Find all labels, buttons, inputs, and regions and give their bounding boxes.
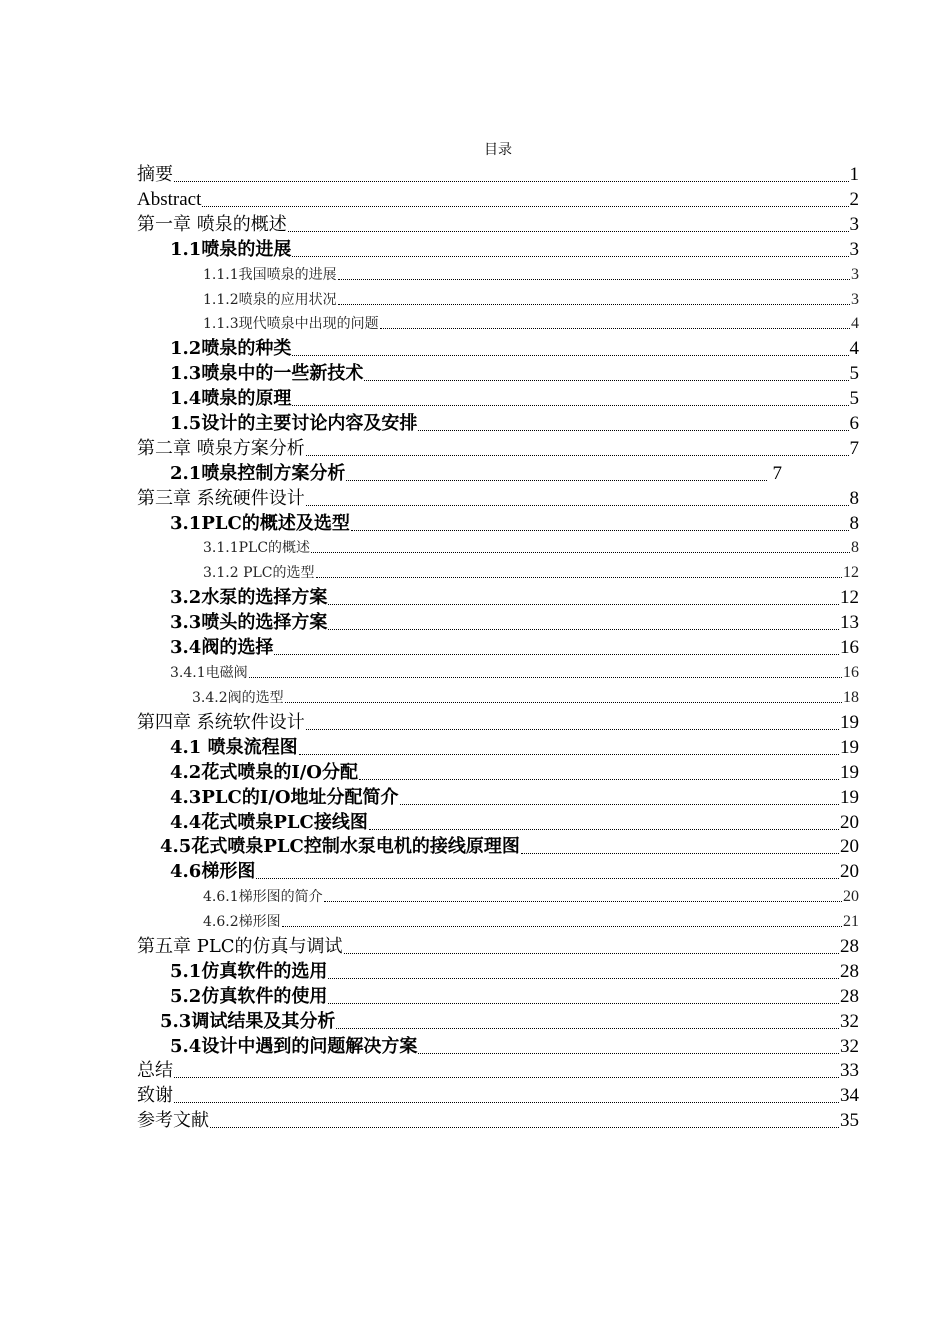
toc-page-number: 20 [840, 836, 859, 857]
dot-leader [288, 231, 849, 232]
dot-leader [364, 380, 848, 381]
toc-entry-label: 3.3喷头的选择方案 [170, 612, 328, 633]
toc-entry-3-4-2[interactable] [192, 689, 859, 707]
toc-page-number: 8 [851, 539, 859, 556]
toc-entry-label: 第五章 PLC的仿真与调试 [137, 936, 343, 957]
toc-entry-4-3[interactable] [170, 787, 859, 809]
toc-entry-label: 4.6.2梯形图 [203, 914, 281, 930]
dot-leader [249, 677, 842, 678]
toc-page-number: 8 [849, 513, 859, 534]
toc-page-number: 28 [840, 986, 859, 1007]
toc-entry-1-1-3[interactable] [203, 315, 859, 333]
dot-leader [174, 1077, 839, 1078]
toc-entry-label: 1.2喷泉的种类 [170, 338, 292, 359]
toc-entry-label: 3.2水泵的选择方案 [170, 587, 328, 608]
dot-leader [292, 405, 848, 406]
dot-leader [316, 577, 842, 578]
dot-leader [418, 1053, 839, 1054]
toc-page-number: 16 [840, 637, 859, 658]
dot-leader [338, 304, 850, 305]
toc-entry-label: 4.2花式喷泉的I/O分配 [170, 762, 358, 783]
dot-leader [306, 505, 849, 506]
toc-entry-label: 3.1.2 PLC的选型 [203, 565, 315, 581]
toc-entry-4-6-1[interactable] [203, 888, 859, 906]
toc-entry-1-5[interactable] [170, 413, 859, 435]
toc-entry-label: 3.4.2阀的选型 [192, 690, 284, 706]
toc-page-number: 19 [840, 712, 859, 733]
dot-leader [521, 853, 839, 854]
toc-entry-label: 3.4.1电磁阀 [170, 665, 248, 681]
toc-entry-label: Abstract [137, 189, 202, 210]
toc-entry-label: 4.1 喷泉流程图 [170, 737, 298, 758]
toc-page-number: 18 [843, 689, 859, 706]
toc-page-number: 20 [843, 888, 859, 905]
toc-entry-chapter-3[interactable] [137, 488, 859, 510]
toc-entry-label: 1.3喷泉中的一些新技术 [170, 363, 364, 384]
toc-entry-label: 1.4喷泉的原理 [170, 388, 292, 409]
toc-page-number: 5 [849, 363, 859, 384]
toc-entry-2-1[interactable] [170, 463, 782, 485]
toc-entry-1-1-1[interactable] [203, 266, 859, 284]
toc-entry-label: 1.1.3现代喷泉中出现的问题 [203, 316, 379, 332]
toc-page-number: 20 [840, 861, 859, 882]
toc-entry-label: 1.5设计的主要讨论内容及安排 [170, 413, 418, 434]
toc-entry-label: 第二章 喷泉方案分析 [137, 438, 305, 459]
toc-entry-label: 5.3调试结果及其分析 [160, 1011, 336, 1032]
toc-entry-label: 致谢 [137, 1085, 173, 1106]
dot-leader [328, 604, 839, 605]
toc-page-number: 3 [849, 214, 859, 235]
toc-entry-3-3[interactable] [170, 612, 859, 634]
toc-entry-chapter-2[interactable] [137, 438, 859, 460]
toc-entry-label: 1.1.2喷泉的应用状况 [203, 292, 337, 308]
dot-leader [359, 779, 839, 780]
toc-entry-label: 总结 [137, 1060, 173, 1081]
toc-page-number: 6 [849, 413, 859, 434]
toc-page-number: 32 [840, 1011, 859, 1032]
toc-page-number: 21 [843, 913, 859, 930]
dot-leader [292, 355, 848, 356]
dot-leader [282, 926, 842, 927]
dot-leader [324, 901, 842, 902]
toc-page-number: 20 [840, 812, 859, 833]
toc-entry-label: 1.1喷泉的进展 [170, 239, 292, 260]
dot-leader [311, 552, 850, 553]
toc-entry-abstract-cn[interactable] [137, 164, 859, 186]
toc-entry-3-1[interactable] [170, 513, 859, 535]
toc-entry-label: 2.1喷泉控制方案分析 [170, 463, 346, 484]
toc-entry-3-4[interactable] [170, 637, 859, 659]
toc-entry-label: 1.1.1我国喷泉的进展 [203, 267, 337, 283]
toc-entry-chapter-5[interactable] [137, 936, 859, 958]
dot-leader [346, 480, 766, 481]
dot-leader [351, 530, 849, 531]
toc-entry-label: 3.4阀的选择 [170, 637, 274, 658]
toc-entry-label: 摘要 [137, 164, 173, 185]
toc-page-number: 12 [843, 564, 859, 581]
toc-entry-label: 4.4花式喷泉PLC接线图 [170, 812, 368, 833]
toc-entry-label: 5.2仿真软件的使用 [170, 986, 328, 1007]
toc-entry-label: 4.6.1梯形图的简介 [203, 889, 323, 905]
toc-page-number: 34 [840, 1085, 859, 1106]
toc-entry-label: 3.1PLC的概述及选型 [170, 513, 350, 534]
toc-page-number: 7 [772, 463, 782, 484]
toc-entry-chapter-1[interactable] [137, 214, 859, 236]
dot-leader [256, 878, 839, 879]
toc-entry-label: 第一章 喷泉的概述 [137, 214, 287, 235]
dot-leader [274, 654, 839, 655]
dot-leader [338, 279, 850, 280]
toc-entry-1-4[interactable] [170, 388, 859, 410]
toc-entry-label: 4.5花式喷泉PLC控制水泵电机的接线原理图 [160, 836, 520, 857]
toc-entry-3-4-1[interactable] [170, 664, 859, 682]
dot-leader [336, 1028, 839, 1029]
dot-leader [418, 430, 848, 431]
dot-leader [400, 804, 839, 805]
dot-leader [380, 328, 850, 329]
toc-entry-label: 参考文献 [137, 1110, 209, 1131]
toc-entry-5-3[interactable] [160, 1011, 859, 1033]
toc-page-number: 4 [851, 315, 859, 332]
toc-entry-acknowledgements[interactable] [137, 1085, 859, 1107]
toc-entry-5-1[interactable] [170, 961, 859, 983]
toc-entry-1-2[interactable] [170, 338, 859, 360]
dot-leader [328, 629, 839, 630]
toc-page-number: 33 [840, 1060, 859, 1081]
toc-page-number: 8 [849, 488, 859, 509]
toc-entry-references[interactable] [137, 1110, 859, 1132]
toc-entry-conclusion[interactable] [137, 1060, 859, 1082]
toc-title: 目录 [484, 142, 512, 158]
toc-entry-label: 3.1.1PLC的概述 [203, 540, 311, 556]
dot-leader [328, 1003, 839, 1004]
dot-leader [306, 729, 839, 730]
toc-entry-1-3[interactable] [170, 363, 859, 385]
toc-entry-5-2[interactable] [170, 986, 859, 1008]
toc-page-number: 19 [840, 787, 859, 808]
dot-leader [202, 206, 848, 207]
toc-page-number: 35 [840, 1110, 859, 1131]
toc-page-number: 28 [840, 936, 859, 957]
toc-entry-label: 第四章 系统软件设计 [137, 712, 305, 733]
toc-entry-chapter-4[interactable] [137, 712, 859, 734]
dot-leader [306, 455, 849, 456]
toc-page-number: 7 [849, 438, 859, 459]
dot-leader [369, 829, 839, 830]
toc-entry-label: 5.1仿真软件的选用 [170, 961, 328, 982]
toc-page-number: 3 [851, 266, 859, 283]
dot-leader [174, 1102, 839, 1103]
toc-entry-label: 4.6梯形图 [170, 861, 256, 882]
dot-leader [174, 181, 849, 182]
toc-page-number: 16 [843, 664, 859, 681]
toc-page-number: 3 [851, 291, 859, 308]
toc-entry-4-5[interactable] [160, 836, 859, 858]
toc-entry-4-2[interactable] [170, 762, 859, 784]
toc-entry-4-6[interactable] [170, 861, 859, 883]
toc-page-number: 2 [849, 189, 859, 210]
toc-entry-label: 5.4设计中遇到的问题解决方案 [170, 1036, 418, 1057]
toc-entry-label: 第三章 系统硬件设计 [137, 488, 305, 509]
toc-entry-abstract-en[interactable] [137, 189, 859, 211]
toc-page-number: 4 [849, 338, 859, 359]
toc-page-number: 28 [840, 961, 859, 982]
toc-entry-label: 4.3PLC的I/O地址分配简介 [170, 787, 399, 808]
toc-entry-5-4[interactable] [170, 1036, 859, 1058]
toc-entry-3-1-1[interactable] [203, 539, 859, 557]
toc-page-number: 13 [840, 612, 859, 633]
toc-entry-4-4[interactable] [170, 812, 859, 834]
toc-entry-3-1-2[interactable] [203, 564, 859, 582]
toc-page-number: 19 [840, 762, 859, 783]
toc-page-number: 5 [849, 388, 859, 409]
toc-entry-3-2[interactable] [170, 587, 859, 609]
dot-leader [292, 256, 848, 257]
toc-page-number: 3 [849, 239, 859, 260]
dot-leader [210, 1127, 839, 1128]
toc-entry-4-6-2[interactable] [203, 913, 859, 931]
toc-entry-1-1-2[interactable] [203, 291, 859, 309]
dot-leader [299, 754, 839, 755]
toc-entry-4-1[interactable] [170, 737, 859, 759]
dot-leader [328, 978, 839, 979]
dot-leader [344, 953, 839, 954]
toc-page-number: 1 [849, 164, 859, 185]
toc-page-number: 32 [840, 1036, 859, 1057]
toc-page-number: 12 [840, 587, 859, 608]
toc-page-number: 19 [840, 737, 859, 758]
dot-leader [285, 702, 842, 703]
toc-entry-1-1[interactable] [170, 239, 859, 261]
